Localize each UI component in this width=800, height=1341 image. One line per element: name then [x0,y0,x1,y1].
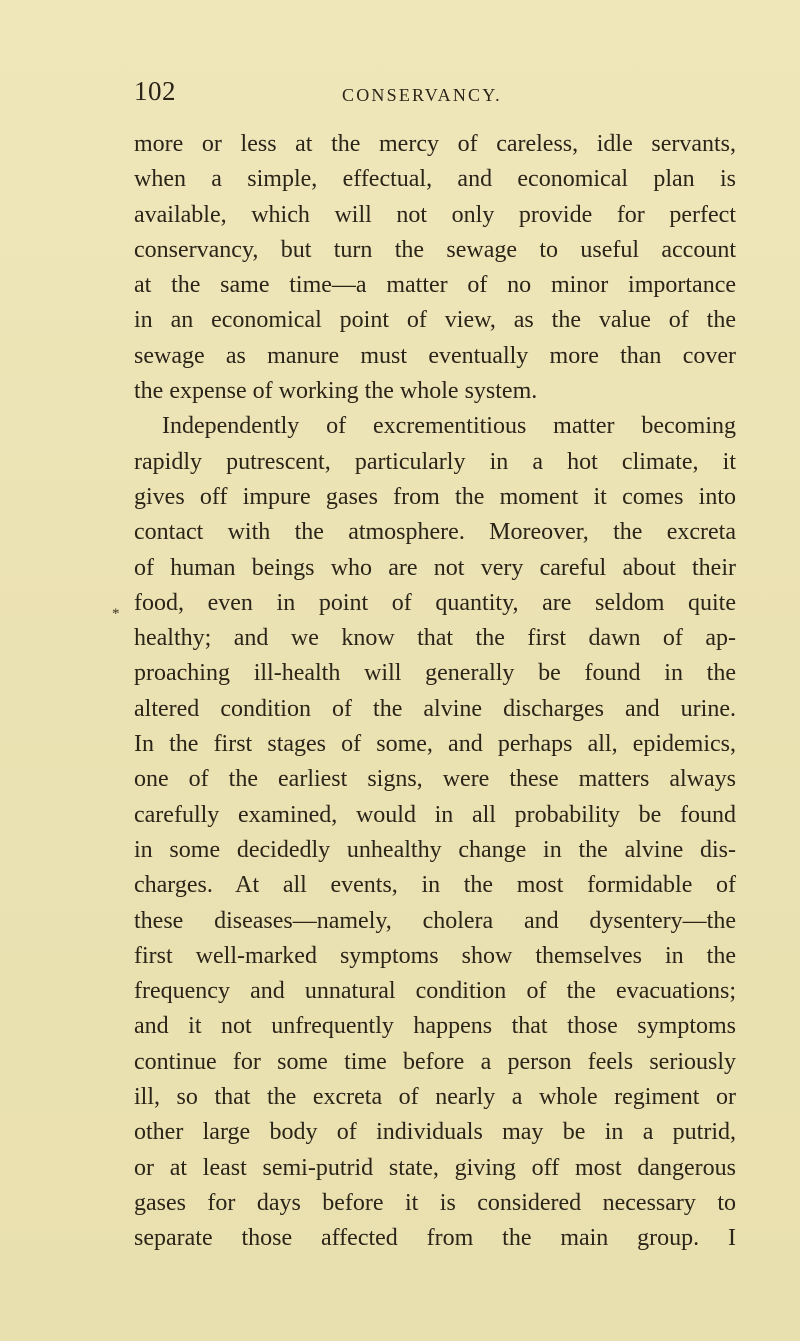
text-line: food, even in point of quantity, are seldom quite [134,589,736,616]
page-number: 102 [134,76,176,106]
text-line: when a simple, effectual, and economical plan is [134,166,736,193]
text-line: sewage as manure must eventually more than cover [134,342,736,369]
text-line: continue for some time before a person feels seriously [134,1048,736,1075]
text-line: In the first stages of some, and perhaps all, epidemics, [134,731,736,758]
text-line: gives off impure gases from the moment it comes into [134,483,736,510]
text-line: in an economical point of view, as the value of the [134,307,736,334]
text-line: ill, so that the excreta of nearly a whole regiment or [134,1084,736,1111]
text-line: conservancy, but turn the sewage to useful account [134,236,736,263]
text-line: in some decidedly unhealthy change in the alvine dis- [134,836,736,863]
text-line: these diseases—namely, cholera and dysentery—the [134,907,736,934]
text-line: one of the earliest signs, were these matters always [134,766,736,793]
text-line: and it not unfrequently happens that those symptoms [134,1013,736,1040]
body-text [134,127,736,1257]
text-line: available, which will not only provide for perfect [134,201,736,228]
text-line: altered condition of the alvine discharges and urine. [134,695,736,722]
text-line: the expense of working the whole system. [134,378,538,405]
text-line: separate those affected from the main group. I [134,1225,736,1252]
text-line: frequency and unnatural condition of the evacuations; [134,978,736,1005]
text-line: or at least semi-putrid state, giving off most dangerous [134,1154,736,1181]
text-line: contact with the atmosphere. Moreover, the excreta [134,519,736,546]
text-line: more or less at the mercy of careless, idle servants, [134,131,736,157]
text-line: rapidly putrescent, particularly in a hot climate, it [134,448,736,475]
margin-mark: * [112,606,120,622]
page-header [0,76,800,116]
text-line: Independently of excrementitious matter becoming [162,413,736,440]
text-line: carefully examined, would in all probability be found [134,801,736,828]
text-line: of human beings who are not very careful about their [134,554,736,581]
text-line: healthy; and we know that the first dawn of ap- [134,625,736,652]
text-line: at the same time—a matter of no minor importance [134,272,736,299]
text-line: gases for days before it is considered necessary to [134,1189,736,1216]
text-line: proaching ill-health will generally be found in the [134,660,736,687]
running-head: CONSERVANCY. [342,85,502,105]
text-line: other large body of individuals may be in a putrid, [134,1119,736,1146]
text-line: first well-marked symptoms show themselves in the [134,942,736,969]
text-line: charges. At all events, in the most formidable of [134,872,736,899]
